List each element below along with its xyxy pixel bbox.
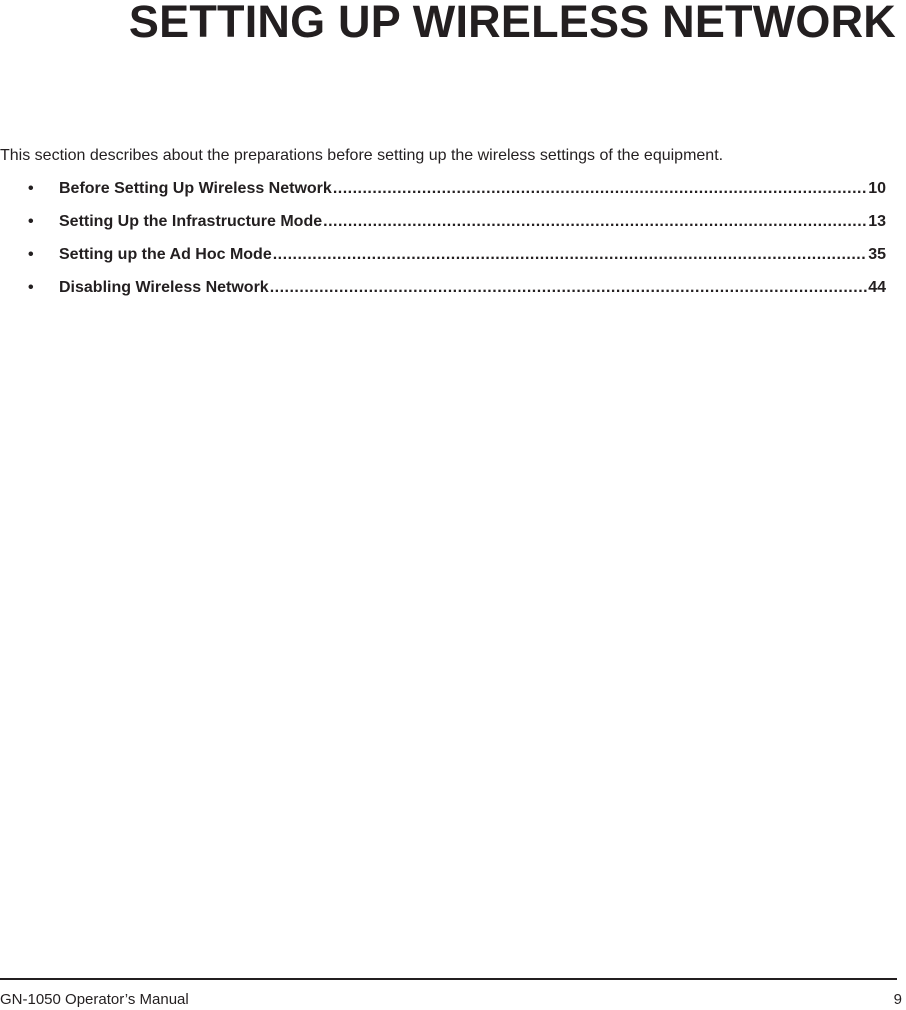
toc-entry-page: 13 — [868, 213, 886, 230]
toc-entry-title: Disabling Wireless Network — [59, 279, 269, 296]
toc-entry-title: Before Setting Up Wireless Network — [59, 180, 332, 197]
footer-page-number: 9 — [893, 991, 902, 1008]
toc-entry-page: 35 — [868, 246, 886, 263]
bullet-icon: • — [28, 213, 34, 230]
dot-leader — [270, 277, 868, 299]
bullet-icon: • — [28, 246, 34, 263]
footer-divider — [0, 978, 897, 980]
dot-leader — [273, 244, 867, 266]
bullet-icon: • — [28, 180, 34, 197]
toc-item-infrastructure-mode[interactable] — [28, 211, 886, 244]
table-of-contents — [28, 178, 886, 310]
dot-leader — [323, 211, 867, 233]
toc-item-disabling-wireless[interactable] — [28, 277, 886, 310]
toc-item-ad-hoc-mode[interactable] — [28, 244, 886, 277]
toc-entry-title: Setting up the Ad Hoc Mode — [59, 246, 272, 263]
footer-manual-name: GN-1050 Operator’s Manual — [0, 991, 189, 1008]
toc-entry-page: 44 — [868, 279, 886, 296]
toc-entry-page: 10 — [868, 180, 886, 197]
intro-paragraph: This section describes about the preparations before setting up the wireless settings of the equipment. — [0, 147, 724, 164]
bullet-icon: • — [28, 279, 34, 296]
page-title: SETTING UP WIRELESS NETWORK — [128, 0, 896, 47]
toc-item-before-setting-up[interactable] — [28, 178, 886, 211]
toc-entry-title: Setting Up the Infrastructure Mode — [59, 213, 323, 230]
dot-leader — [333, 178, 867, 200]
